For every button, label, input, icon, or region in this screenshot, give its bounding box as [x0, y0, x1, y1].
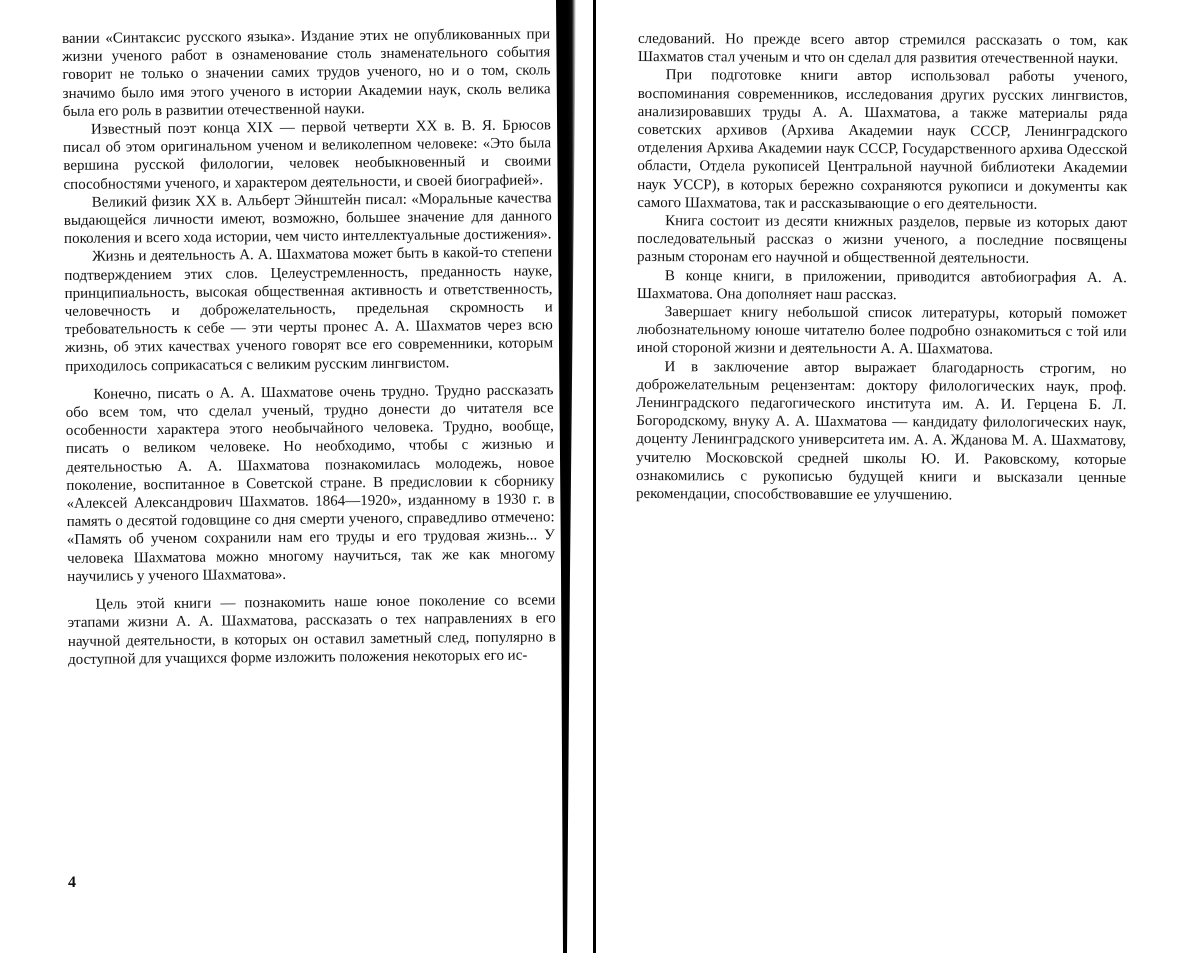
right-page — [636, 30, 1128, 505]
left-page — [62, 25, 556, 669]
paragraph: Жизнь и деятельность А. А. Шахматова может быть в какой-то степени подтверждением этих слов. Целеустремленность, преданность науке, принципиальность, высокая общественная активность и ответственность, человечность и доброжелательность, предельная скромность и требовательность к себе — эти черты пронес А. А. Шахматов через всю жизнь, об этих качествах ученого говорят все его современники, которым приходилось соприкасаться с великим русским лингвистом. — [64, 244, 554, 375]
paragraph: И в заключение автор выражает благодарность строгим, но доброжелательным рецензентам: доктору филологических наук, проф. Ленинградского педагогического института им. А. И. Герцена Б. Л. Богородскому, внуку А. А. Шахматова — кандидату филологических наук, доценту Ленинградского университета им. А. А. Жданова М. А. Шахматову, учителю Московской средней школы Ю. И. Раковскому, которые ознакомились с рукописью будущей книги и высказали ценные рекомендации, способствовавшие ее улучшению. — [635, 358, 1127, 504]
paragraph: Великий физик XX в. Альберт Эйнштейн писал: «Моральные качества выдающейся личности имеют, возможно, большее значение для данного поколения и всего хода истории, чем чисто интеллектуальные достижения». — [63, 190, 552, 248]
paragraph: Конечно, писать о А. А. Шахматове очень трудно. Трудно рассказать обо всем том, что сделал ученый, трудно донести до читателя все особенности характера этого необычайного человека. Трудно, вообще, писать о великом человеке. Но необходимо, чтобы с жизнью и деятельностью А. А. Шахматова познакомилась молодежь, новое поколение, воспитанное в Советской стране. В предисловии к сборнику «Алексей Александрович Шахматов. 1864—1920», изданному в 1930 г. в память о десятой годовщине со дня смерти ученого, справедливо отмечено: «Память об ученом сохранили нам его труды и его трудовая жизнь... У человека Шахматова можно многому научиться, так же как многому научились у ученого Шахматова». — [65, 382, 556, 585]
paragraph: Завершает книгу небольшой список литературы, который поможет любознательному юноше читателю более подробно ознакомиться с той или иной стороной жизни и деятельности А. А. Шахматова. — [636, 304, 1127, 359]
page-number: 4 — [68, 874, 76, 891]
paragraph: следований. Но прежде всего автор стремился рассказать о том, как Шахматов стал ученым и что он сделал для развития отечественной науки. — [637, 30, 1128, 68]
paragraph: Цель этой книги — познакомить наше юное поколение со всеми этапами жизни А. А. Шахматова, рассказать о тех направлениях в его научной деятельности, в которых он оставил заметный след, популярно в доступной для учащихся форме изложить положения некоторых его ис- — [67, 592, 556, 668]
paragraph: вании «Синтаксис русского языка». Издание этих не опубликованных при жизни ученого работ в ознаменование столь знаменательного события говорит не только о значении самих трудов ученого, но и о том, сколь значимо было имя этого ученого в истории Академии наук, сколь велика была его роль в развитии отечественной науки. — [62, 26, 551, 120]
page-edge-line — [593, 0, 596, 953]
book-spine-shadow — [556, 0, 576, 953]
paragraph: В конце книги, в приложении, приводится автобиография А. А. Шахматова. Она дополняет наш рассказ. — [636, 267, 1127, 303]
paragraph: Известный поэт конца XIX — первой четверти XX в. В. Я. Брюсов писал об этом оригинальном ученом и великолепном человеке: «Это была вершина русской филологии, человек необыкновенный и своими способностями ученого, и характером деятельности, и своей биографией». — [63, 117, 552, 193]
paragraph: Книга состоит из десяти книжных разделов, первые из которых дают последовательный рассказ о жизни ученого, а последние посвящены разным сторонам его научной и общественной деятельности. — [636, 213, 1128, 268]
paragraph: При подготовке книги автор использовал работы ученого, воспоминания современников, исследования других русских лингвистов, анализировавших труды А. А. Шахматова, а также материалы ряда советских архивов (Архива Академии наук СССР, Ленинградского отделения Архива Академии наук СССР, Государственного архива Одесской области, Отдела рукописей Центральной научной библиотеки Академии наук УССР), в которых бережно сохраняются рукописи и документы как самого Шахматова, так и рассказывающие о его деятельности. — [637, 67, 1128, 213]
